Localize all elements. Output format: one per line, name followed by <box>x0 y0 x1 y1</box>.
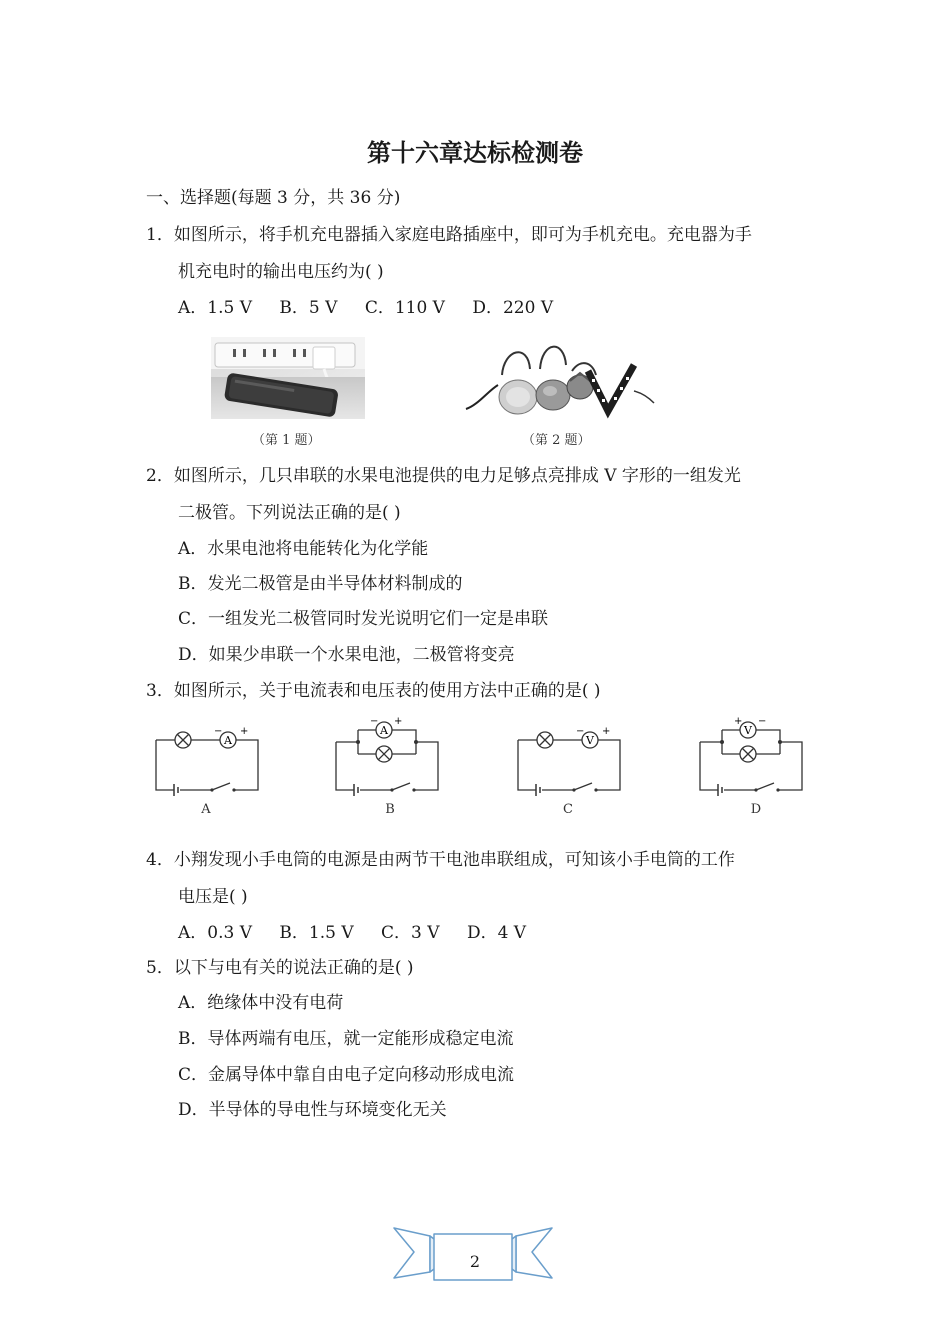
fruit-battery-photo <box>458 335 658 421</box>
circuit-c-label: C <box>563 802 573 817</box>
section-heading: 一、选择题(每题 3 分，共 36 分) <box>146 188 401 208</box>
q1-option-d: D．220 V <box>472 298 554 318</box>
page-number: 2 <box>469 1252 481 1271</box>
q2-stem-line1: 2．如图所示，几只串联的水果电池提供的电力足够点亮排成 V 字形的一组发光 <box>146 466 741 486</box>
circuit-c-meter: V <box>586 734 594 747</box>
q4-stem-line2: 电压是( ) <box>178 887 248 907</box>
q2-option-b: B．发光二极管是由半导体材料制成的 <box>178 574 463 594</box>
q5-option-b: B．导体两端有电压，就一定能形成稳定电流 <box>178 1029 514 1049</box>
circuit-b-meter: A <box>380 724 388 737</box>
q5-option-d: D．半导体的导电性与环境变化无关 <box>178 1100 447 1120</box>
circuit-a-plus: + <box>240 726 249 737</box>
q2-option-d: D．如果少串联一个水果电池，二极管将变亮 <box>178 645 515 665</box>
q4-option-b: B．1.5 V <box>279 923 354 943</box>
q2-stem-line2: 二极管。下列说法正确的是( ) <box>178 503 401 523</box>
circuit-b-plus: + <box>394 716 403 727</box>
q1-option-c: C．110 V <box>364 298 445 318</box>
page-title: 第十六章达标检测卷 <box>367 139 583 167</box>
q1-option-a: A．1.5 V <box>178 298 252 318</box>
figure2-caption: （第 2 题） <box>522 433 591 448</box>
circuit-a-minus: − <box>214 726 223 737</box>
circuit-a-label: A <box>201 802 211 817</box>
circuit-b-diagram <box>330 716 446 800</box>
q2-option-c: C．一组发光二极管同时发光说明它们一定是串联 <box>178 609 549 629</box>
circuit-d-plus: + <box>734 716 743 727</box>
q1-option-b: B．5 V <box>279 298 338 318</box>
circuit-d-diagram <box>694 716 810 800</box>
circuit-c-diagram <box>512 720 628 800</box>
circuit-c-plus: + <box>602 726 611 737</box>
circuit-c-minus: − <box>576 726 585 737</box>
q4-options <box>178 922 548 944</box>
q4-stem-line1: 4．小翔发现小手电筒的电源是由两节干电池串联组成，可知该小手电筒的工作 <box>146 850 735 870</box>
q1-options <box>178 297 575 319</box>
q1-stem-line1: 1．如图所示，将手机充电器插入家庭电路插座中，即可为手机充电。充电器为手 <box>146 225 752 245</box>
q5-option-a: A．绝缘体中没有电荷 <box>178 993 344 1013</box>
q4-option-d: D．4 V <box>466 923 527 943</box>
q1-stem-line2: 机充电时的输出电压约为( ) <box>178 262 384 282</box>
q4-option-a: A．0.3 V <box>178 923 252 943</box>
q5-option-c: C．金属导体中靠自由电子定向移动形成电流 <box>178 1065 515 1085</box>
circuit-a-meter: A <box>224 734 232 747</box>
figure1-caption: （第 1 题） <box>252 433 321 448</box>
q4-option-c: C．3 V <box>381 923 440 943</box>
q3-stem: 3．如图所示，关于电流表和电压表的使用方法中正确的是( ) <box>146 681 601 701</box>
q2-option-a: A．水果电池将电能转化为化学能 <box>178 539 429 559</box>
circuit-a-diagram <box>150 720 266 800</box>
q5-stem: 5．以下与电有关的说法正确的是( ) <box>146 958 414 978</box>
phone-charger-photo <box>211 337 365 419</box>
circuit-d-label: D <box>750 802 762 817</box>
circuit-d-meter: V <box>744 724 752 737</box>
circuit-d-minus: − <box>758 716 767 727</box>
circuit-b-label: B <box>385 802 395 817</box>
circuit-b-minus: − <box>370 716 379 727</box>
